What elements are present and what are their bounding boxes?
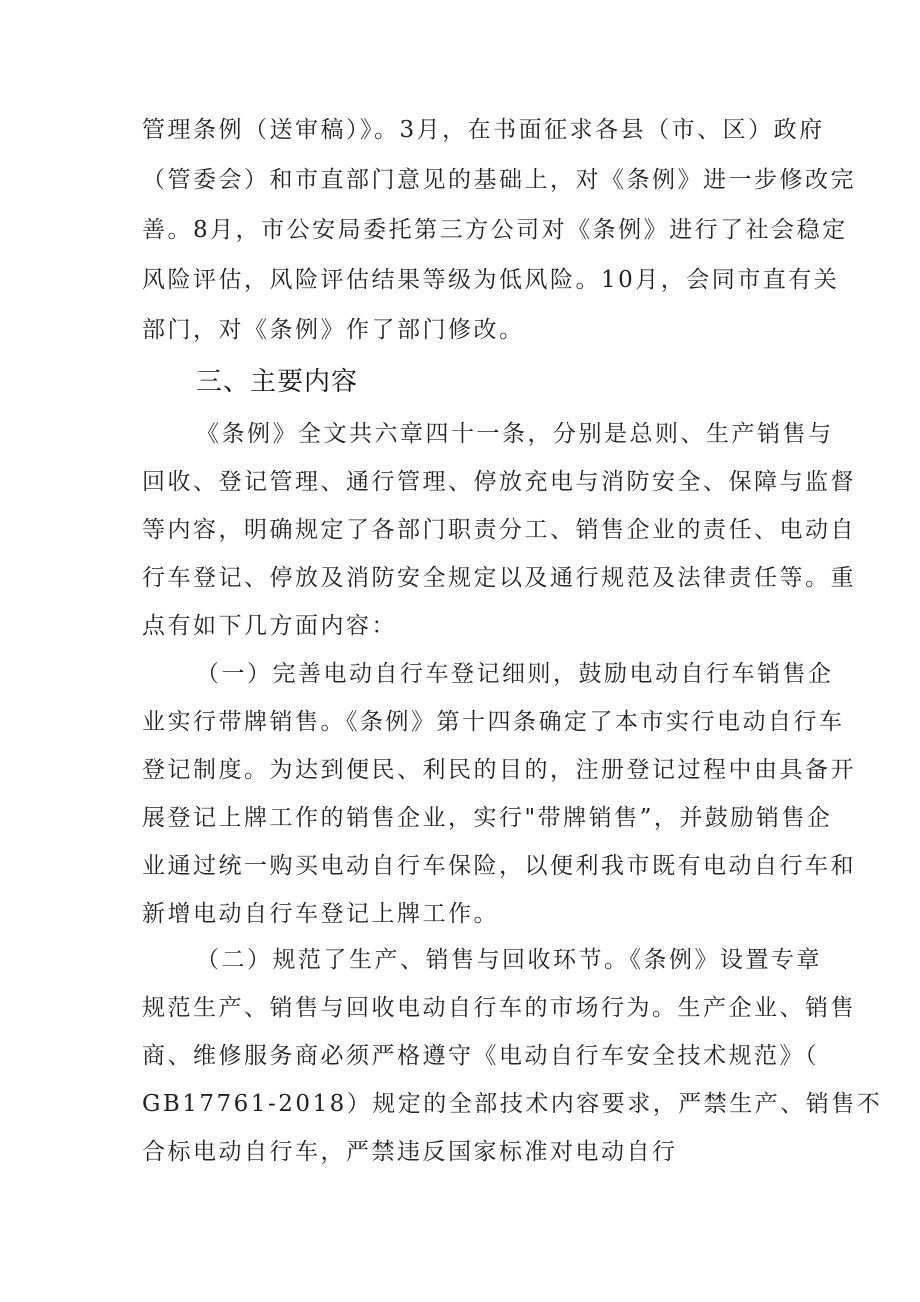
paragraph-line: 管理条例（送审稿）》。3月，在书面征求各县（市、区）政府 xyxy=(142,117,825,143)
paragraph-line: 善。8月，市公安局委托第三方公司对《条例》进行了社会稳定 xyxy=(142,217,848,243)
paragraph-line: 等内容，明确规定了各部门职责分工、销售企业的责任、电动自 xyxy=(142,517,856,543)
paragraph-line: （二）规范了生产、销售与回收环节。《条例》设置专章 xyxy=(196,947,822,973)
paragraph-line: 合标电动自行车，严禁违反国家标准对电动自行 xyxy=(142,1139,678,1165)
paragraph-line: 风险评估，风险评估结果等级为低风险。10月，会同市直有关 xyxy=(142,267,840,293)
paragraph-line: 新增电动自行车登记上牌工作。 xyxy=(142,901,499,927)
paragraph-line: 登记制度。为达到便民、利民的目的，注册登记过程中由具备开 xyxy=(142,757,856,783)
paragraph-line: 业实行带牌销售。《条例》第十四条确定了本市实行电动自行车 xyxy=(142,709,845,735)
paragraph-line: （一）完善电动自行车登记细则，鼓励电动自行车销售企 xyxy=(196,661,834,687)
paragraph-line: GB17761-2018）规定的全部技术内容要求，严禁生产、销售不 xyxy=(142,1091,883,1117)
section-heading: 三、主要内容 xyxy=(196,367,359,397)
paragraph-line: 点有如下几方面内容： xyxy=(142,613,397,639)
paragraph-line: （管委会）和市直部门意见的基础上，对《条例》进一步修改完 xyxy=(142,167,856,193)
paragraph-line: 商、维修服务商必须严格遵守《电动自行车安全技术规范》（ xyxy=(142,1043,819,1069)
paragraph-line: 《条例》全文共六章四十一条，分别是总则、生产销售与 xyxy=(196,421,834,447)
paragraph-line: 部门，对《条例》作了部门修改。 xyxy=(142,317,525,343)
paragraph-line: 回收、登记管理、通行管理、停放充电与消防安全、保障与监督 xyxy=(142,469,856,495)
paragraph-line: 规范生产、销售与回收电动自行车的市场行为。生产企业、销售 xyxy=(142,995,856,1021)
paragraph-line: 行车登记、停放及消防安全规定以及通行规范及法律责任等。重 xyxy=(142,565,856,591)
paragraph-line: 展登记上牌工作的销售企业，实行"带牌销售”，并鼓励销售企 xyxy=(142,805,833,831)
paragraph-line: 业通过统一购买电动自行车保险，以便利我市既有电动自行车和 xyxy=(142,853,856,879)
